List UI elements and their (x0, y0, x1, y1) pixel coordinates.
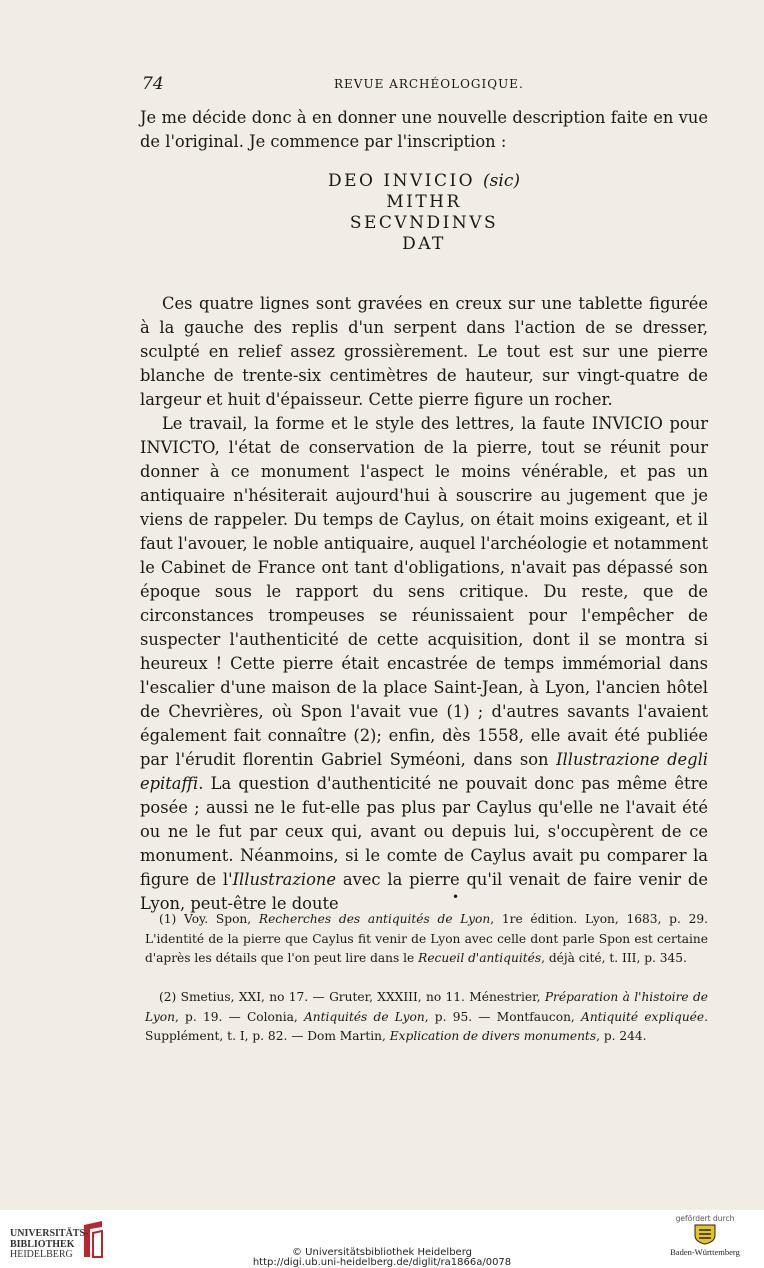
library-name: UNIVERSITÄTS- BIBLIOTHEK HEIDELBERG (10, 1228, 89, 1260)
running-title: REVUE ARCHÉOLOGIQUE. (334, 77, 524, 91)
permalink[interactable]: http://digi.ub.uni-heidelberg.de/diglit/ra1866a/0078 (252, 1257, 512, 1268)
state-name: Baden-Württemberg (670, 1247, 740, 1257)
page-header (142, 74, 707, 94)
footnote-2: (2) Smetius, XXI, no 17. — Gruter, XXXIII, no 11. Ménestrier, Préparation à l'histoire de Lyon, p. 19. — Colonia, Antiquités de Lyon, p. 95. — Montfaucon, Antiquité expliquée. Supplément, t. I, p. 82. — Dom Martin, Explication de divers monuments, p. 244. (145, 990, 708, 1043)
book-title: Illustrazione degli epitaffi (140, 750, 708, 793)
paragraph-2-text (140, 412, 708, 916)
paragraph-authenticity (140, 412, 708, 916)
p2-part-2: . La question d'authenticité ne pouvait donc pas même être posée ; aussi ne le fut-elle pas plus par Caylus qu'elle ne l'avait été ou ne le fut par ceux qui, avant ou depuis lui, s'occupèrent de ce monument. Néanmoins, si le comte de Caylus avait pu comparer la figure de l' (140, 774, 708, 889)
funder (660, 1214, 750, 1257)
inscription-line-2: MITHR (386, 192, 462, 212)
copyright: © Universitätsbibliothek Heidelberg (291, 1247, 472, 1258)
inscription-text-1: DEO INVICIO (328, 171, 476, 191)
paragraph-description (140, 292, 708, 412)
inscription-line-1 (140, 171, 708, 192)
p2-part-3: avec la pierre qu'il venait de faire venir de Lyon, peut-être le doute (140, 870, 708, 913)
coat-of-arms-icon (692, 1223, 718, 1245)
footnote-1: (1) Voy. Spon, Recherches des antiquités de Lyon, 1re édition. Lyon, 1683, p. 29. L'identité de la pierre que Caylus fit venir de Lyon avec celle dont parle Spon est certaine d'après les détails que l'on peut lire dans le Recueil d'antiquités, déjà cité, t. III, p. 345. (145, 912, 708, 965)
book-title-short: Illustrazione (232, 870, 337, 889)
inscription-line-3: SECVNDINVS (349, 213, 499, 233)
funded-by-label: gefördert durch (675, 1214, 735, 1223)
intro-text: Je me décide donc à en donner une nouvelle description faite en vue de l'original. Je commence par l'inscription : (140, 108, 708, 151)
digitization-footer (0, 1210, 764, 1266)
intro-paragraph (140, 106, 708, 154)
p2-part-1: Le travail, la forme et le style des lettres, la faute INVICIO pour INVICTO, l'état de conservation de la pierre, tout se réunit pour donner à ce monument l'aspect le moins vénérable, et pas un antiquaire n'hésiterait aujourd'hui à souscrire au jugement que je viens de rappeler. Du temps de Caylus, on était moins exigeant, et il faut l'avouer, le noble antiquaire, auquel l'archéologie et notamment le Cabinet de France ont tant d'obligations, n'avait pas dépassé son époque sous le rapport du sens critique. Du reste, que de circonstances trompeuses se réunissaient pour l'empêcher de suspecter l'authenticité de cette acquisition, dont il se montra si heureux ! Cette pierre était encastrée de temps immémorial dans l'escalier d'une maison de la place Saint-Jean, à Lyon, l'ancien hôtel de Chevrières, où Spon l'avait vue (1) ; d'autres savants l'avaient également fait connaître (2); enfin, dès 1558, elle avait été publiée par l'érudit florentin Gabriel Syméoni, dans son (140, 414, 708, 769)
page-number: 74 (142, 74, 164, 94)
separator-dot: • (452, 890, 460, 904)
inscription-line-4: DAT (402, 234, 446, 254)
paragraph-1-text: Ces quatre lignes sont gravées en creux sur une tablette figurée à la gauche des replis d'un serpent dans l'action de se dresser, sculpté en relief assez grossièrement. Le tout est sur une pierre blanche de trente-six centimètres de hauteur, sur vingt-quatre de largeur et huit d'épaisseur. Cette pierre figure un rocher. (140, 294, 708, 409)
sic-note: (sic) (483, 171, 520, 191)
